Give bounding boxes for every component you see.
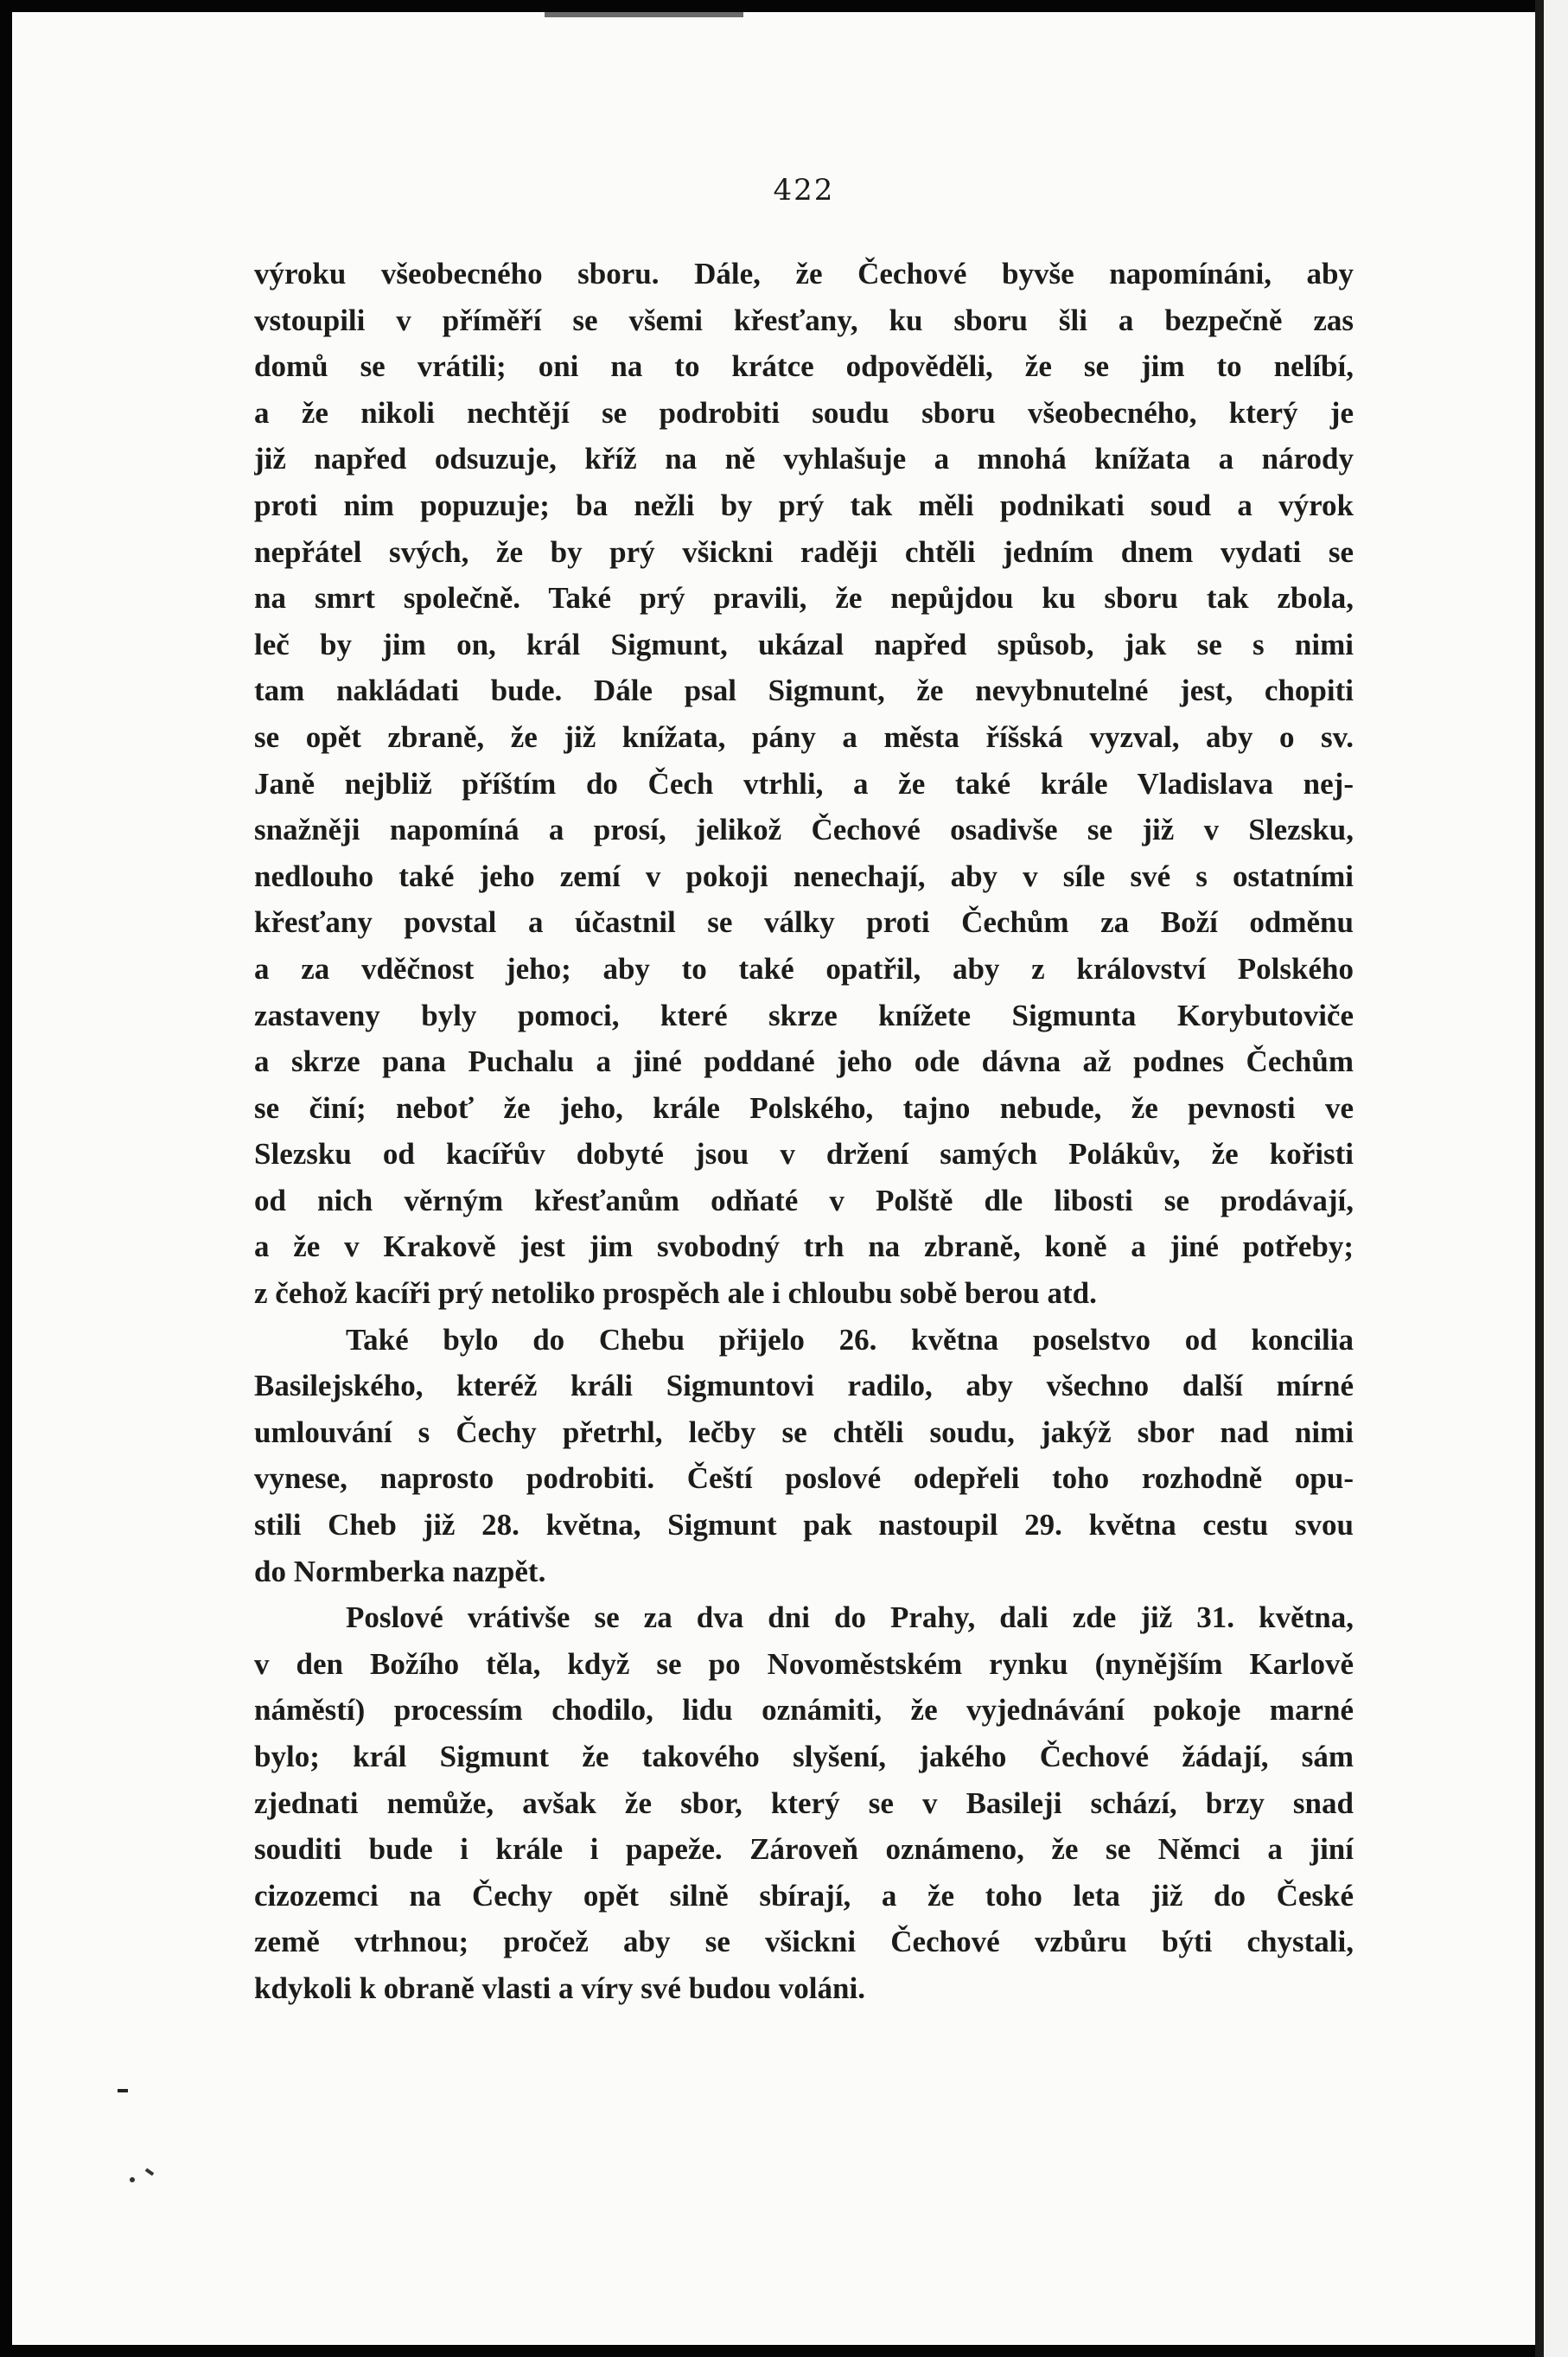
paragraph — [254, 1317, 1354, 1595]
text-line: křesťany povstal a účastnil se války proti Čechům za Boží odměnu — [254, 905, 1354, 940]
text-line: snažněji napomíná a prosí, jelikož Čechové osadivše se již v Slezsku, — [254, 813, 1354, 847]
text-line: na smrt společně. Také prý pravili, že nepůjdou ku sboru tak zbola, — [254, 581, 1354, 616]
text-line: Také bylo do Chebu přijelo 26. května poselstvo od koncilia — [346, 1322, 1354, 1357]
text-line: Basilejského, kteréž králi Sigmuntovi radilo, aby všechno další mírné — [254, 1369, 1354, 1403]
scan-specks — [104, 2075, 173, 2213]
text-line: bylo; král Sigmunt že takového slyšení, jakého Čechové žádají, sám — [254, 1740, 1354, 1773]
text-line: umlouvání s Čechy přetrhl, lečby se chtěli soudu, jakýž sbor nad nimi — [254, 1415, 1354, 1449]
text-line: a že nikoli nechtějí se podrobiti soudu sboru všeobecného, který je — [254, 395, 1354, 430]
text-line: od nich věrným křesťanům odňaté v Polště dle libosti se prodávají, — [254, 1183, 1354, 1217]
adjacent-page-edge — [1544, 0, 1568, 2357]
text-line: kdykoli k obraně vlasti a víry své budou voláni. — [254, 1971, 865, 2005]
paragraph — [254, 1594, 1354, 2011]
text-line: Poslové vrátivše se za dva dni do Prahy, dali zde již 31. května, — [346, 1600, 1354, 1635]
paragraph — [254, 251, 1354, 1317]
text-line: země vtrhnou; pročež aby se všickni Čechové vzbůru býti chystali, — [254, 1925, 1354, 1959]
text-line: stili Cheb již 28. května, Sigmunt pak nastoupil 29. května cestu svou — [254, 1508, 1354, 1543]
text-line: domů se vrátili; oni na to krátce odpověděli, že se jim to nelíbí, — [254, 349, 1354, 384]
binding-mark — [545, 12, 743, 17]
text-line: proti nim popuzuje; ba nežli by prý tak měli podnikati soud a výrok — [254, 488, 1354, 522]
text-line: souditi bude i krále i papeže. Zároveň oznámeno, že se Němci a jiní — [254, 1832, 1354, 1867]
text-line: se opět zbraně, že již knížata, pány a města říšská vyzval, aby o sv. — [254, 719, 1354, 754]
page-edge-shadow — [1535, 0, 1544, 2357]
text-line: leč by jim on, král Sigmunt, ukázal napřed spůsob, jak se s nimi — [254, 627, 1354, 661]
text-line: již napřed odsuzuje, kříž na ně vyhlašuje a mnohá knížata a národy — [254, 442, 1354, 476]
text-line: v den Božího těla, když se po Novoměstském rynku (nynějším Karlově — [254, 1646, 1354, 1681]
text-line: Janě nejbliž příštím do Čech vtrhli, a že také krále Vladislava nej- — [254, 766, 1354, 801]
text-line: zastaveny byly pomoci, které skrze knížete Sigmunta Korybutoviče — [254, 998, 1354, 1032]
text-line: vynese, naprosto podrobiti. Čeští poslové odepřeli toho rozhodně opu- — [254, 1461, 1354, 1496]
text-line: zjednati nemůže, avšak že sbor, který se v Basileji schází, brzy snad — [254, 1785, 1354, 1820]
text-line: se činí; neboť že jeho, krále Polského, tajno nebude, že pevnosti ve — [254, 1090, 1354, 1125]
text-line: nepřátel svých, že by prý všickni raději chtěli jedním dnem vydati se — [254, 534, 1354, 569]
dust-speck — [118, 2089, 128, 2092]
text-line: a za vděčnost jeho; aby to také opatřil, aby z království Polského — [254, 951, 1354, 986]
text-line: a že v Krakově jest jim svobodný trh na zbraně, koně a jiné potřeby; — [254, 1230, 1354, 1264]
text-line: a skrze pana Puchalu a jiné poddané jeho ode dávna až podnes Čechům — [254, 1044, 1354, 1079]
dust-speck — [145, 2168, 154, 2175]
text-line: Slezsku od kacířův dobyté jsou v držení samých Polákův, že kořisti — [254, 1137, 1354, 1172]
page-number: 422 — [773, 173, 835, 208]
text-line: nedlouho také jeho zemí v pokoji nenechají, aby v síle své s ostatními — [254, 859, 1354, 893]
text-line: výroku všeobecného sboru. Dále, že Čechové byvše napomínáni, aby — [254, 257, 1354, 291]
text-line: z čehož kacíři prý netoliko prospěch ale i chloubu sobě berou atd. — [254, 1276, 1097, 1311]
body-text — [254, 251, 1354, 2012]
dust-speck — [130, 2177, 135, 2182]
text-line: vstoupili v příměří se všemi křesťany, ku sboru šli a bezpečně zas — [254, 303, 1354, 337]
text-line: do Normberka nazpět. — [254, 1554, 546, 1588]
text-line: cizozemci na Čechy opět silně sbírají, a že toho leta již do České — [254, 1878, 1354, 1913]
text-line: náměstí) processím chodilo, lidu oznámiti, že vyjednávání pokoje marné — [254, 1693, 1354, 1728]
text-line: tam nakládati bude. Dále psal Sigmunt, že nevybnutelné jest, chopiti — [254, 674, 1354, 708]
